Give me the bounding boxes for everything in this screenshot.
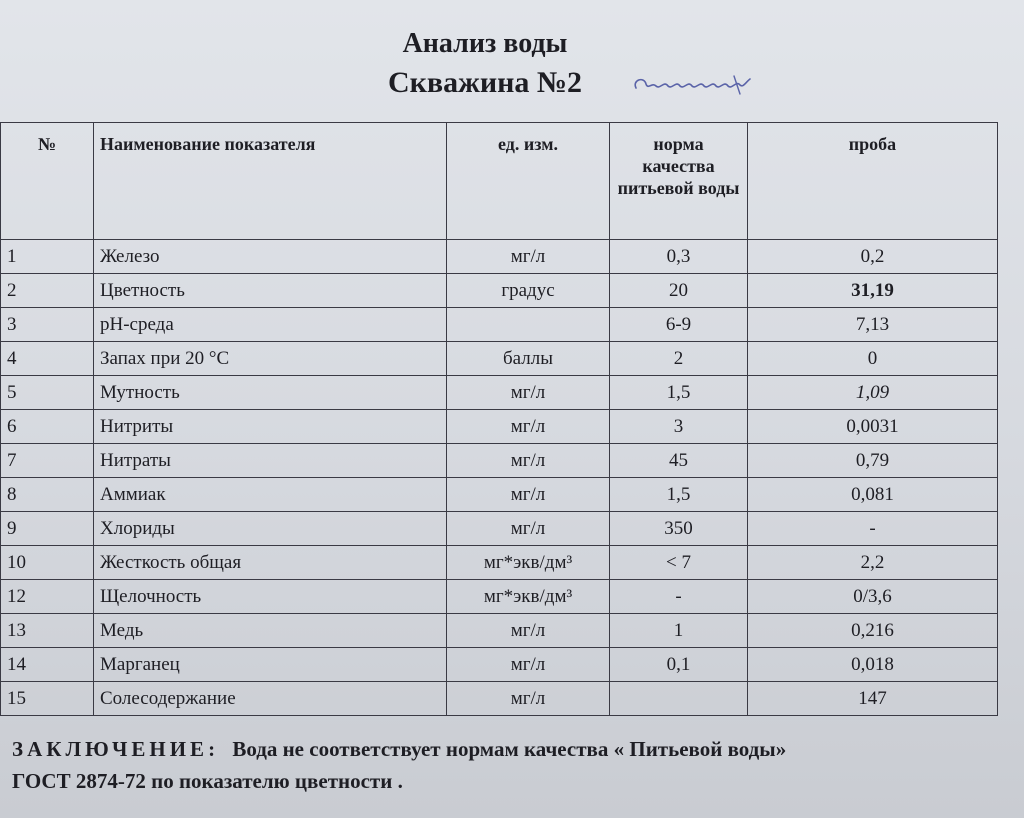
row-number: 10	[1, 546, 94, 580]
document-title: Анализ воды	[402, 28, 568, 59]
row-norm: 350	[610, 512, 748, 546]
row-name: Запах при 20 °C	[94, 342, 447, 376]
row-norm: 6-9	[610, 308, 748, 342]
table-row	[1, 682, 998, 716]
row-unit: мг/л	[447, 512, 610, 546]
conclusion	[12, 733, 1012, 797]
table-row	[1, 274, 998, 308]
row-unit: баллы	[447, 342, 610, 376]
row-name: Мутность	[94, 376, 447, 410]
row-norm: 1,5	[610, 478, 748, 512]
row-name: Щелочность	[94, 580, 447, 614]
row-norm: 1	[610, 614, 748, 648]
row-probe: 0/3,6	[748, 580, 998, 614]
table-row	[1, 648, 998, 682]
table-row	[1, 512, 998, 546]
row-number: 3	[1, 308, 94, 342]
table-row	[1, 478, 998, 512]
row-unit: градус	[447, 274, 610, 308]
row-probe: 2,2	[748, 546, 998, 580]
row-number: 14	[1, 648, 94, 682]
row-probe: 147	[748, 682, 998, 716]
row-norm: 2	[610, 342, 748, 376]
row-probe: 7,13	[748, 308, 998, 342]
row-norm: 0,3	[610, 240, 748, 274]
row-name: pH-среда	[94, 308, 447, 342]
table-row	[1, 376, 998, 410]
row-norm: 0,1	[610, 648, 748, 682]
table-row	[1, 342, 998, 376]
table-row	[1, 580, 998, 614]
row-name: Нитриты	[94, 410, 447, 444]
document-subtitle: Скважина №2	[387, 66, 583, 99]
table-row	[1, 308, 998, 342]
row-name: Хлориды	[94, 512, 447, 546]
header-probe: проба	[748, 123, 998, 240]
row-number: 9	[1, 512, 94, 546]
conclusion-line-1	[12, 733, 1012, 765]
row-norm: -	[610, 580, 748, 614]
row-unit: мг/л	[447, 478, 610, 512]
row-name: Жесткость общая	[94, 546, 447, 580]
row-probe: 0	[748, 342, 998, 376]
row-norm: 20	[610, 274, 748, 308]
row-probe: -	[748, 512, 998, 546]
table-row	[1, 546, 998, 580]
row-unit: мг/л	[447, 410, 610, 444]
table-row	[1, 240, 998, 274]
row-number: 13	[1, 614, 94, 648]
row-name: Марганец	[94, 648, 447, 682]
row-probe: 0,0031	[748, 410, 998, 444]
row-number: 4	[1, 342, 94, 376]
row-unit: мг/л	[447, 444, 610, 478]
row-unit: мг/л	[447, 682, 610, 716]
row-probe: 0,2	[748, 240, 998, 274]
row-unit: мг*экв/дм³	[447, 580, 610, 614]
row-number: 7	[1, 444, 94, 478]
row-number: 6	[1, 410, 94, 444]
row-number: 8	[1, 478, 94, 512]
row-unit: мг/л	[447, 648, 610, 682]
header-number: №	[1, 123, 94, 240]
header-norm: норма качества питьевой воды	[610, 123, 748, 240]
row-probe: 0,018	[748, 648, 998, 682]
row-name: Аммиак	[94, 478, 447, 512]
table-row	[1, 444, 998, 478]
row-probe: 31,19	[748, 274, 998, 308]
row-norm: 3	[610, 410, 748, 444]
row-probe: 0,216	[748, 614, 998, 648]
row-norm: 45	[610, 444, 748, 478]
conclusion-line-2: ГОСТ 2874-72 по показателю цветности .	[12, 769, 403, 793]
table-row	[1, 410, 998, 444]
row-unit	[447, 308, 610, 342]
header-indicator-name: Наименование показателя	[94, 123, 447, 240]
row-name: Цветность	[94, 274, 447, 308]
conclusion-text-1: Вода не соответствует нормам качества « Питьевой воды»	[232, 737, 787, 761]
row-unit: мг/л	[447, 240, 610, 274]
row-norm	[610, 682, 748, 716]
row-unit: мг*экв/дм³	[447, 546, 610, 580]
row-norm: < 7	[610, 546, 748, 580]
row-unit: мг/л	[447, 614, 610, 648]
row-unit: мг/л	[447, 376, 610, 410]
row-name: Солесодержание	[94, 682, 447, 716]
row-name: Нитраты	[94, 444, 447, 478]
row-name: Железо	[94, 240, 447, 274]
water-analysis-table	[0, 122, 998, 716]
header-unit: ед. изм.	[447, 123, 610, 240]
row-number: 2	[1, 274, 94, 308]
handwritten-signature	[630, 70, 755, 100]
row-norm: 1,5	[610, 376, 748, 410]
row-probe: 1,09	[748, 376, 998, 410]
row-probe: 0,081	[748, 478, 998, 512]
row-number: 12	[1, 580, 94, 614]
table-row	[1, 614, 998, 648]
table-header-row	[1, 123, 998, 240]
conclusion-lead: ЗАКЛЮЧЕНИЕ:	[12, 737, 220, 761]
row-name: Медь	[94, 614, 447, 648]
row-number: 5	[1, 376, 94, 410]
row-number: 15	[1, 682, 94, 716]
row-probe: 0,79	[748, 444, 998, 478]
row-number: 1	[1, 240, 94, 274]
